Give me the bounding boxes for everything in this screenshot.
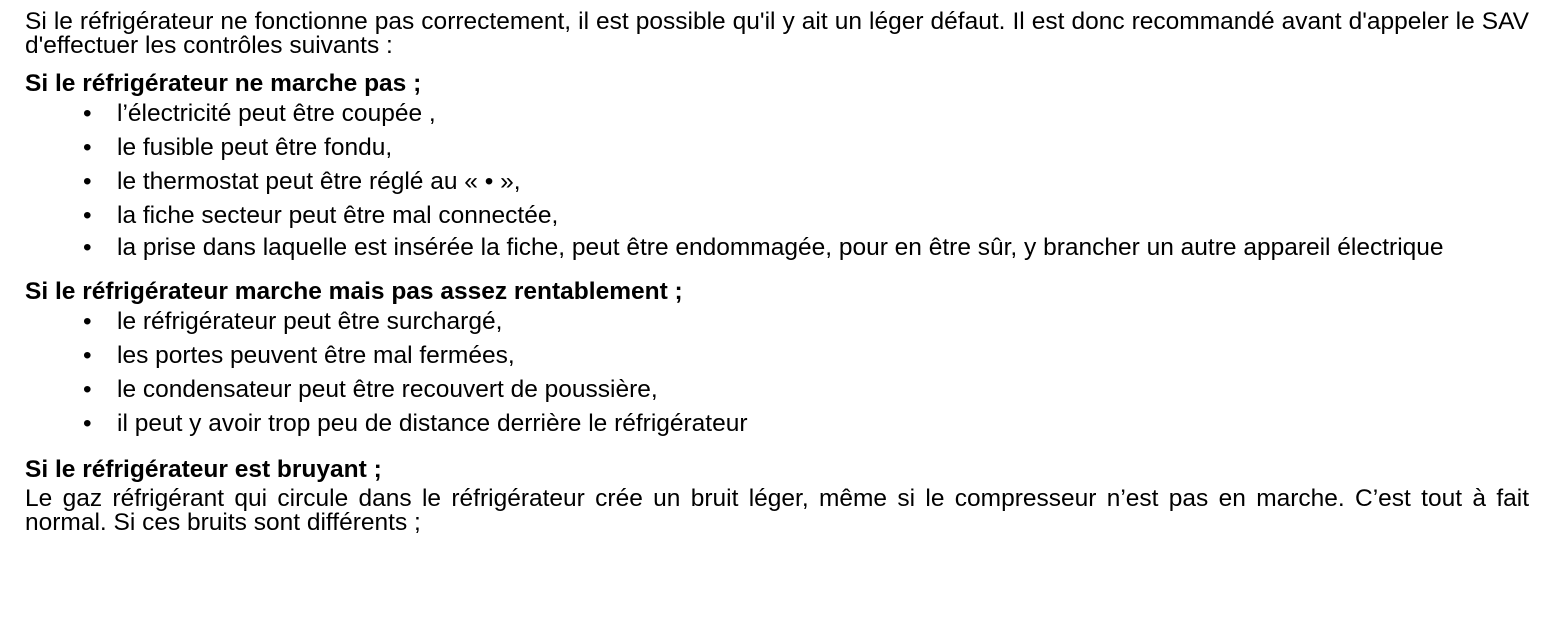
bullet-icon: • bbox=[83, 410, 92, 437]
list-item: • le réfrigérateur peut être surchargé, bbox=[25, 305, 1529, 339]
list-item: • le thermostat peut être réglé au « • », bbox=[25, 165, 1529, 199]
bullet-icon: • bbox=[83, 100, 92, 127]
list-item: • les portes peuvent être mal fermées, bbox=[25, 339, 1529, 373]
list-item: • la fiche secteur peut être mal connectée, bbox=[25, 199, 1529, 233]
closing-paragraph: Le gaz réfrigérant qui circule dans le réfrigérateur crée un bruit léger, même si le compresseur n’est pas en marche. C’est tout à fait normal. Si ces bruits sont différents ; bbox=[25, 485, 1529, 536]
list-item: • l’électricité peut être coupée , bbox=[25, 97, 1529, 131]
list-item: • le fusible peut être fondu, bbox=[25, 131, 1529, 165]
section-heading-noisy: Si le réfrigérateur est bruyant ; bbox=[25, 456, 382, 483]
bullet-icon: • bbox=[83, 134, 92, 161]
section-heading-not-working: Si le réfrigérateur ne marche pas ; bbox=[25, 70, 422, 97]
document-page bbox=[25, 10, 1529, 535]
bullet-icon: • bbox=[83, 168, 92, 195]
list-item: • la prise dans laquelle est insérée la fiche, peut être endommagée, pour en être sûr, y brancher un autre appareil électrique bbox=[83, 234, 1444, 261]
bullet-icon: • bbox=[83, 342, 92, 369]
bullet-icon: • bbox=[83, 202, 92, 229]
list-item: • le condensateur peut être recouvert de poussière, bbox=[25, 373, 1529, 407]
bullet-icon: • bbox=[83, 376, 92, 403]
checklist-not-efficient bbox=[25, 305, 1529, 441]
intro-paragraph: Si le réfrigérateur ne fonctionne pas correctement, il est possible qu'il y ait un léger défaut. Il est donc recommandé avant d'appeler le SAV d'effectuer les contrôles suivants : bbox=[25, 8, 1529, 59]
list-item: • il peut y avoir trop peu de distance derrière le réfrigérateur bbox=[25, 407, 1529, 441]
bullet-icon: • bbox=[83, 308, 92, 335]
section-heading-not-efficient: Si le réfrigérateur marche mais pas assez rentablement ; bbox=[25, 278, 683, 305]
checklist-not-working bbox=[25, 97, 1529, 263]
bullet-icon: • bbox=[83, 234, 92, 261]
